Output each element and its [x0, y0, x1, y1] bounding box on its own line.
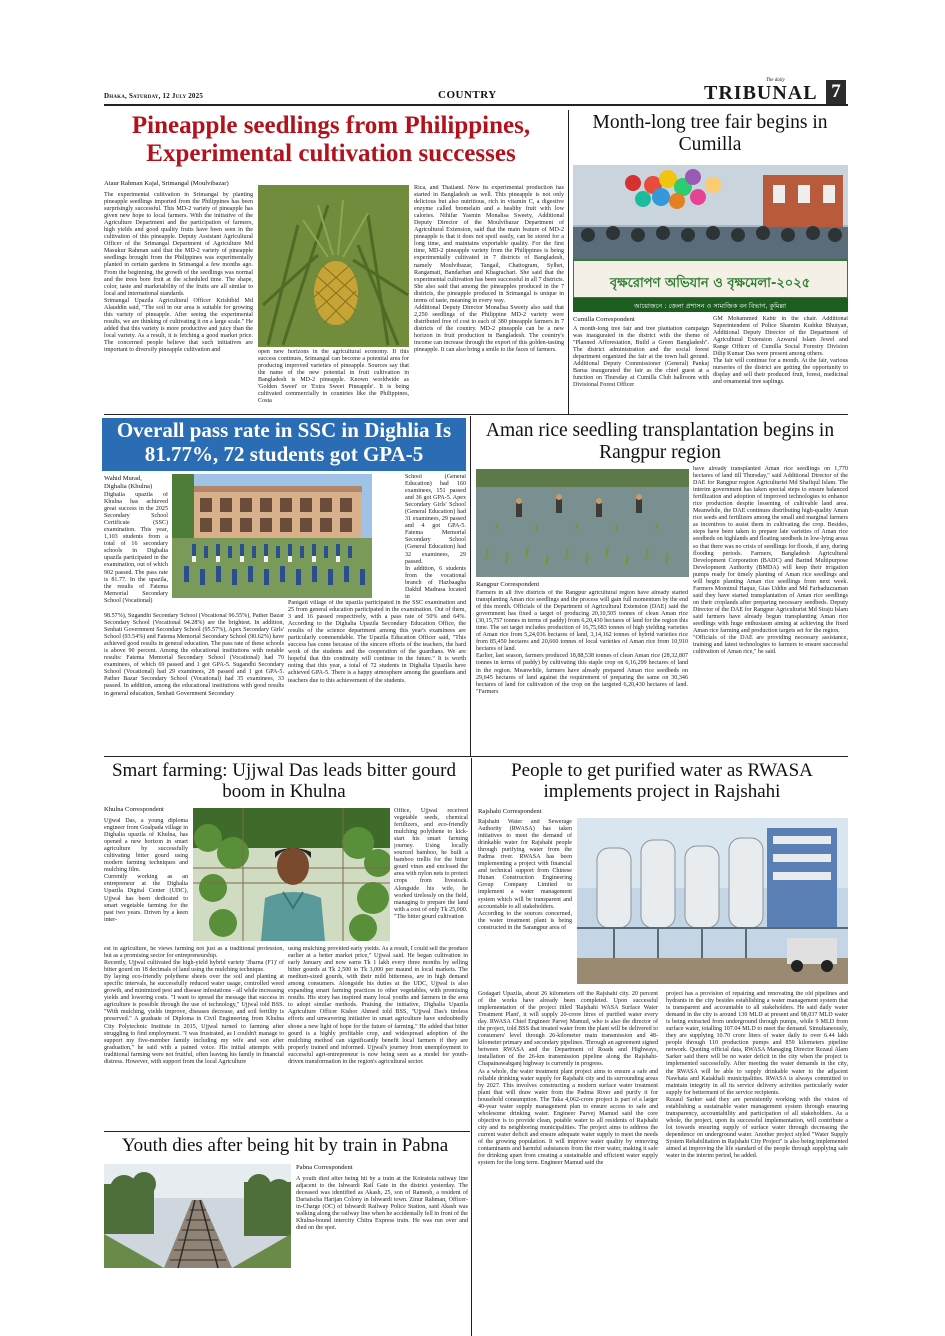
train-photo — [104, 1164, 291, 1268]
header-dateline: Dhaka, Saturday, 12 July 2025 — [104, 92, 204, 100]
byline-bitter: Khulna Correspondent — [104, 806, 164, 813]
page-number-badge: 7 — [826, 80, 846, 104]
headline-bitter: Smart farming: Ujjwal Das leads bitter gourd boom in Khulna — [111, 760, 457, 803]
horizontal-divider-2 — [104, 756, 848, 757]
masthead-paper-name: TRIBUNAL — [704, 82, 818, 104]
aman-col2: have already transplanted Aman rice seedlings on 1,770 hectares of land till Thursday," said Additional Director of the DAE for Rangpur region Agriculturist Md Shafiqul Islam. The interim government has taken special steps to ensure balanced fertilization and adoption of improved technologies to enhance rice production despite lessening of cultivable land area. Meanwhile, the DAE continues distributing high-quality Aman rice seeds and fertilizers among the small and marginal farmers as incentives to assist them in cultivating the crop. Besides, steps have been taken to prepare late varieties of Aman rice seedbeds on highlands and floating seedbeds in low-lying areas so that there was no crisis of seedlings for floods, if any, during flooding periods. Farmers, Bangladesh Agricultural Development Corporation (BADC) and Barind Multipurpose Development Authority (BMDA) will keep their irrigation pumps ready for timely planting of Aman rice seedlings and will begin planting Aman rice seedlings from next week. Farmers Mominul Haque, Gias Uddin and Md Farhaduzzaman said they have started transplantation of Aman rice seedlings on their croplands after preparing necessary seedbeds. Deputy Director of the DAE for Rangpur Agriculturist Md Siraju Islam said farmers have already begun transplanting Aman rice seedlings with huge enthusiasm aiming at achieving the fixed Aman rice farming and production targets set for the region. "Officials of the DAE are providing necessary assistance, training and latest technologies to farmers to ensure successful cultivation of Aman rice," he said. — [693, 466, 848, 656]
bitter-col1b: est in agriculture, he views farming not just as a traditional profession, but as a promising sector for entrepreneurship. Recently, Ujjwal cultivated the high-yield hybrid variety 'Jharna (F1)' of bitter gourd on 18 decimals of land using the mulching technique. By laying eco-friendly polythene sheets over the soil and planting at specific intervals, he successfully reduced water usage, controlled weed growth, and minimized pest and disease infestations - all while increasing yields and lowering costs. "I want to spread the message that success in agriculture is possible through the use of technology," Ujjwal told BSS. "With mulching, yields improve, diseases decrease, and soil fertility is preserved." A graduate of Diploma in Civil Engineering from Khulna City Polytechnic Institute in 2015, Ujjwal turned to farming after struggling to find employment. "I was frustrated, as I couldn't manage to support my five-member family including my wife and son after graduation," he said with a pained voice. His initial attempts with traditional farming were not fruitful, often leaving his family in financial distress. However, with support from the local Agriculture — [104, 946, 284, 1065]
rwasa-col2: project has a provision of repairing and renovating the old pipelines and hydrants in the city besides establishing a water management system that is transparent and accountable to all stakeholders. He said daily water demand in the city is around 130 MLD at present and 98,037 MLD water is being extracted from underground through pumps, while 9 MLD from surface water, totalling 107.04 MLD to meet the demand. Simultaneously, they are supplying 10.70 crore liters of water daily to over 6.44 lakh people through 110 production pumps and 859 kilometers pipeline network. Quoting official data, RWASA Managing Director Rezaul Alam Sarker said there will be no water deficit in the city when the project is implemented successfully. After meeting the water demands in the city, the RWASA will be able to supply drinkable water to the adjacent Nawhata and Katakhali municipalities. RWASA is always committed to maintain integrity in all its service delivery activities particularly water supply for betterment of the service recipients. Rezaul Sarker said they are persistently working with the vision of establishing a sustainable water management system through ensuring transparency, accountability and participation of all stakeholders. As a whole, the project, upon its successful implementation, will contribute a lot towards ensuring supply of surface water through decreasing the dependence on underground water. Another project styled "Water Supply System Rehabilitation in Rajshahi City Project" is also being implemented aimed at improving the life standard of the people through supplying safe water in the interim period, he added. — [666, 991, 848, 1160]
headline-train: Youth dies after being hit by train in Pabna — [121, 1135, 449, 1156]
byline-treefair: Cumilla Correspondent — [573, 316, 635, 323]
bitter-col2b: using mulching provided early yields. As a result, I could sell the produce earlier at a better market price," Ujjwal said. He began cultivation in early January and now earns Tk 1 lakh every three months by selling bitter gourds at Tk 2,500 to Tk 3,000 per maund in local markets. The medium-sized gourds, with their mild bitterness, are in high demand among consumers. Alongside his duties at the UDC, Ujjwal is also expanding smart farming practices to other vegetables, with promising results. His story has inspired many local youths and farmers in the area to adopt similar methods. Praising the initiative, Dighalia Upazila Agriculture Officer Kishor Ahmed told BSS, "Ujjwal Das's tireless efforts and unwavering initiative in smart agriculture have undoubtedly shone a new light of hope for the future of farming." He added that bitter gourd is a highly profitable crop, and widespread adoption of the mulching method can significantly benefit local farmers if they are properly trained and informed. Ujjwal's journey from unemployment to successful agri-entrepreneur is now being seen as a model for youth-driven transformation in the region's agricultural sector. — [288, 946, 468, 1065]
masthead-small-text: The daily — [766, 78, 785, 83]
bitter-col2a: Office, Ujjwal received vegetable seeds, chemical fertilizers, and eco-friendly mulching polythene to kick-start his smart farming journey. Using locally sourced bamboo, he built a bamboo trellis for the bitter gourd vines and enclosed the area with nylon nets to protect crops from livestock. Alongside his wife, he worked tirelessly on the field, managing to prepare the land with a cost of only Tk 25,000. "The bitter gourd cultivation — [394, 808, 468, 920]
rwasa-photo — [577, 818, 848, 984]
horizontal-divider-1 — [104, 414, 848, 415]
treefair-photo — [573, 165, 848, 312]
byline-rwasa: Rajshahi Correspondent — [478, 808, 542, 815]
byline-pineapple: Ataur Rahman Kajal, Srimangal (Moulvibazar) — [104, 180, 229, 187]
rwasa-col1b: Godagari Upazila, about 26 kilometers off the Rajshahi city. 20 percent of the works have already been completed. Upon successful implementation of the project titled 'Rajshahi WASA Surface Water Treatment Plant', it will supply 20-crore litres of purified water every day. RWASA Chief Engineer Parvej Mamud, who is also the director of the project, told BSS that treated water from the plant will be delivered to consumers' level through 26-kilometer main transmission and 48-kilometer primary and secondary pipelines. Through an agreement signed between RWASA and the Department of Roads and Highways, installation of the 26-km transmission pipeline along the Rajshahi-Chapainawabganj highway is currently in progress. As a whole, the water treatment plant project aims to ensure a safe and reliable drinking water supply for Rajshahi city and its surrounding areas by 2027. This involves constructing a modern surface water treatment plant that will draw water from the Padma River and purify it for household consumption. The Taka 4,062-crore project is part of a larger 40-year water supply management plan to ensure access to safe and wholesome drinking water. Engineer Parvej Mamud said the core objective is to provide clean, potable water to all residents of Rajshahi city and its neighboring municipalities. The project aims to address the current water deficit and ensure adequate water supply to meet the needs of the growing population. It will improve water quality by removing contaminants and harmful substances from the river water, making it safe for drinking apart from creating a sustainable and efficient water supply system for the long term. Engineer Mamud said the — [478, 991, 658, 1167]
header-rule — [104, 104, 848, 106]
byline-aman: Rangpur Correspondent — [476, 581, 540, 588]
train-body: A youth died after being hit by a train at the Koiratola railway line adjacent to the Ishwardi Rail Gate in the district yesterday. The deceased was identified as Akash, 25, son of Ramesh, a resident of Dariaischa Harijan Colony in Ishwardi town. Zinur Rahman, Officer-in-Charge (OC) of Ishwardi Railway Police Station, said Akash was walking along the railway line when he accidentally fell in front of the Khulna-bound intercity Chitra Express train. He was run over and died on the spot. — [296, 1176, 468, 1232]
aman-col1: Farmers in all five districts of the Rangpur agricultural region have already started transplanting Aman rice seedlings and the process will gain full momentum by the end of this month. Officials of the Department of Agricultural Extension (DAE) said the government has fixed a target of producing 20,10,505 tonnes of clean Aman rice (30,15,757 tonnes in terms of paddy) from 6,20,430 hectares of land for the region this time. The set target includes production of 16,75,683 tonnes of high yielding varieties of Aman rice from 5,24,036 hectares of land, 3,14,162 tonnes of hybrid varieties rice from 85,450 hectares and 20,660 tonnes of local varieties of Aman rice from 10,910 hectares of land. Earlier, last season, farmers produced 18,88,538 tonnes of clean Aman rice (28,32,807 tonnes in terms of paddy) by cultivating this staple crop on 6,16,299 hectares of land in the region. Meanwhile, farmers have already prepared Aman rice seedbeds on 29,645 hectares of land against the requirement of preparing the same on 30,346 hectares of land for cultivation of the crop on the targeted 6,20,430 hectares of land. "Farmers — [476, 590, 688, 695]
byline-train: Pabna Correspondent — [296, 1164, 353, 1171]
vertical-divider-top — [568, 110, 569, 414]
ssc-col2b: Panigati village of the upazila participated in the SSC examination and 25 from general education participated in the examination. Out of them, 3 and 16 passed respectively, with a pass rate of 50% and 64%. According to the Dighalia Upazila Secondary Education Office, the results of the science department among this year's examinees are particularly commendable. The Upazila Education Officer said, "This success has come because of the sincere efforts of the teachers, the hard work of the students and the cooperation of the guardians. We are hopeful that this continuity will continue in the future." It is worth noting that this year, a total of 72 students in Dighalia Upazila have achieved GPA-5. There is a happy atmosphere among the guardians and teachers due to this achievement of the students. — [288, 600, 466, 684]
aman-photo — [476, 469, 689, 577]
ssc-col1a: Dighalia upazila of Khulna has achieved great success in the 2025 Secondary School Certificate (SSC) examination. This year, 1,103 students from a total of 16 secondary schools in Dighalia upazila participated in the examination, out of which 902 passed. The pass rate is 81.77. In the upazila, the results of Fatema Memorial Secondary School (Vocational) — [104, 492, 168, 604]
headline-aman: Aman rice seedling transplantation begins in Rangpur region — [485, 420, 835, 463]
treefair-banner-sub: আয়োজনে : জেলা প্রশাসন ও সামাজিক বন বিভাগ, কুমিল্লা — [633, 302, 787, 310]
vertical-divider-mid — [470, 416, 471, 756]
ssc-col1b: 98.57%), Sugandhi Secondary School (Vocational 96.55%), Pather Bazar Secondary School (Vocational 94.28%) are the brightest. In addition, Senhati Government Secondary School (95.57%), Apex Secondary Girls' School (93.54%) and Fatema Memorial Secondary School (90.62%) have achieved good results in general education. The pass rate of these schools is above 90 percent. Among the educational institutions with notable results: Fatema Memorial Secondary School (Vocational) had 70 examinees, of which 69 passed and 1 got GPA-5. Sugandhi Secondary School (Vocational) had 29 examinees, 28 passed and 1 got GPA-5. Pather Bazar Secondary School (Vocational) had 35 examinees, 33 passed. In addition, among the educational institutions with good results in general education, Senhati Government Secondary — [104, 613, 284, 697]
headline-treefair: Month-long tree fair begins in Cumilla — [592, 112, 828, 155]
vertical-divider-bottom — [471, 758, 472, 1336]
header-section: COUNTRY — [438, 89, 497, 101]
ssc-col2a: School (General Education) had 160 examinees, 151 passed and 36 got GPA-5. Apex Secondary Girls' School (General Education) had 31 examinees, 29 passed and 4 got GPA-5. Fatema Memorial Secondary School (General Education) had 32 examinees, 29 passed. In addition, 6 students from the vocational branch of Hazbaagha Dakhil Madrasa located in — [405, 474, 466, 600]
treefair-banner-text: বৃক্ষরোপণ অভিযান ও বৃক্ষমেলা-২০২৫ — [609, 276, 811, 291]
headline-ssc: Overall pass rate in SSC in Dighlia Is 81.77%, 72 students got GPA-5 — [102, 418, 466, 471]
rwasa-col1a: Rajshahi Water and Sewerage Authority (RWASA) has taken initiatives to meet the demand of drinkable water for Rajshahi people through purifying water from the Padma river. RWASA has been implementing a project with financial and technical support from Chinese Hunan Construction Engineering Group Company Limited to implement a water management system which will be transparent and accountable to all stakeholders. According to the sources concerned, the water treatment plant is being constructed in the Sarangpur area of — [478, 819, 572, 931]
ssc-photo — [172, 474, 372, 598]
treefair-col1: A month-long tree fair and tree plantation campaign was inaugurated in the district with the theme of "Planned Afforestation, Build a Green Bangladesh". The district administration and the social forest department organized the fair at the town hall ground. Additional Deputy Commissioner (General) Pankaj Barua inaugurated the fair as the chief guest at a function on Thursday at Cumilla Club hallroom with Divisional Forest Officer — [573, 326, 709, 389]
pineapple-col1: The experimental cultivation in Srimangal by planting pineapple seedlings imported from the Philippines has been surprisingly successful. This MD-2 variety of pineapple has given new hope to local farmers. With the initiative of the Agriculture Department and the participation of farmers, high yields and good quality fruits have been seen in the cultivation of this pineapple. Deputy Assistant Agricultural Officer of the Srimangal Department of Agriculture Md Masukur Rahman said that the MD-2 variety of pineapple seedlings brought from the Philippines was experimentally planted in certain gardens in Srimangal a few months ago. From the beginning, the growth of the seedlings was normal and the trees bore fruit at the scheduled time. The shape, color, taste and marketability of the fruits are all similar to local and international standards. Srimangal Upazila Agricultural Officer Krishibid Md Alauddin said, "The soil in our area is suitable for growing this variety of pineapple. After seeing the experimental results, we are thinking of cultivating it on a large scale." He added that this variety is more productive and juicy than the local variety. As a result, it is fetching a good market price. The concerned people believe that such initiatives are important to diversify pineapple cultivation and — [104, 192, 253, 354]
pineapple-photo — [258, 185, 409, 347]
bitter-photo — [193, 808, 390, 941]
horizontal-divider-3 — [104, 1131, 470, 1132]
pineapple-col3: Rica, and Thailand. Now its experimental production has started in Bangladesh as well. This pineapple is not only delicious but also nutritious, rich in vitamin C, a digestive enzyme called bromelain and a healthy fruit with low calories. Nihifar Yasmin Monalisa Sweety, Additional Deputy Director of the Moulvibazar Department of Agricultural Extension, said that the main feature of MD-2 pineapple is that it does not spoil easily, can be stored for a long time, and maintains exportable quality. For the first time, MD-2 pineapple variety from the Philippines is being experimentally cultivated in 7 districts of Bangladesh, namely Moulvibazar, Tangail, Chattogram, Sylhet, Rangamati, Bandarban and Khagrachari. She said that the experimental cultivation has been successful in all 7 districts. She also said that among the pineapples produced in the 7 districts, the pineapple produced in Srimangal is unique in terms of taste, meaning in every way. Additional Deputy Director Monalisa Sweety also said that 2,250 seedlings of the Philippine MD-2 variety were distributed free of cost to each of 380 pineapple farmers in 7 districts of the country. MD-2 pineapple can be a new horizon in fruit production in Bangladesh. The country's income can increase through the export of this golden-tasting pineapple. It can also bring a smile to the faces of farmers. — [414, 185, 564, 354]
masthead-logo — [704, 80, 848, 106]
bitter-col1a: Ujjwal Das, a young diploma engineer from Goalpada village in Dighalia upazila of Khulna, has opened a new horizon in smart agriculture by successfully cultivating bitter gourd using modern farming techniques and mulching film. Currently working as an entrepreneur at the Dighalia Upazila Digital Center (UDC), Ujjwal has been dedicated to smart vegetable farming for the past two years. Driven by a keen inter- — [104, 818, 188, 923]
treefair-col2: GM Mohammed Kabir in the chair. Additional Superintendent of Police Shamim Kudduz Bhuiyan, Additional Deputy Director of the Department of Agricultural Extension Azwarul Islam Jewel and Range Officer of Cumilla Social Forestry Division Dilip Kumar Das were present among others. The fair will continue for a month. At the fair, various nurseries of the district are getting the opportunity to display and sell their produced fruit, forest, medicinal and ornamental tree saplings. — [713, 316, 848, 386]
byline-ssc: Wahid Murad, Dighalia (Khulna) — [104, 475, 153, 490]
pineapple-col2: open new horizons in the agricultural economy. If this success continues, Srimangal can become a potential area for producing improved varieties of pineapple. Sources say that the name of the new potential in fruit cultivation in Bangladesh is MD-2 pineapple. Known worldwide as 'Golden Sweet' or 'Extra Sweet Pineapple'. It is being cultivated commercially in countries like the Philippines, Costa — [258, 349, 409, 405]
headline-pineapple: Pineapple seedlings from Philippines, Experimental cultivation successes — [131, 112, 531, 167]
headline-rwasa: People to get purified water as RWASA implements project in Rajshahi — [511, 760, 813, 803]
